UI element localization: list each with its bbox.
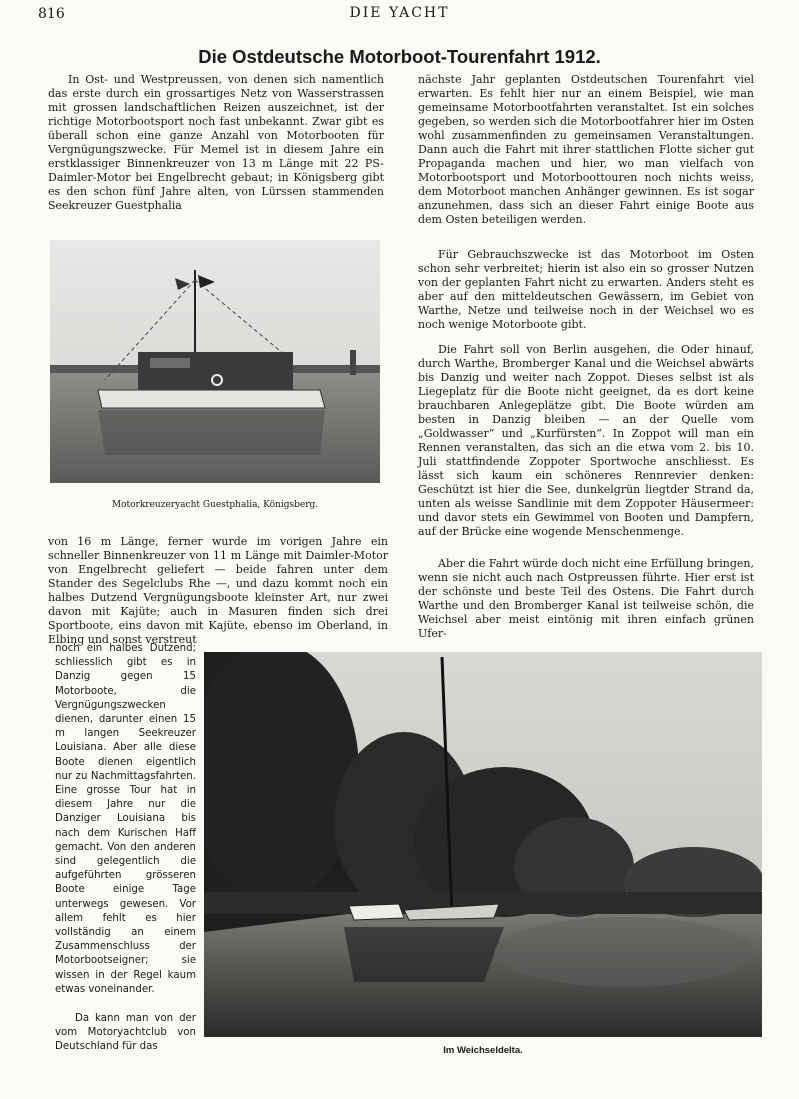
running-head: DIE YACHT — [349, 5, 450, 21]
right-column-p3: Die Fahrt soll von Berlin ausgehen, die Oder hinauf, durch Warthe, Bromberger Kanal und die Weichsel abwärts bis Danzig und weiter nach Zoppot. Dieses selbst ist als Liegeplatz für die Boote nicht geeignet, da es dort keine brauchbaren Anlegeplätze gibt. Die Boote würden am besten in Danzig bleiben — an der Quelle vom „Goldwasser“ und „Kurfürsten“. In Zoppot will man ein Rennen veranstalten, das sich an die etwa vom 2. bis 10. Juli stattfindende Zoppoter Sportwoche anschliesst. Es lässt sich kaum ein schöneres Rennrevier denken: Geschützt ist hier die See, dunkelgrün liegtder Strand da, unten als weisse Sandlinie mit dem Zoppoter Häusermeer: und davor stets ein Gewimmel von Booten und Dampfern, auf der Brücke eine wogende Menschenmenge. — [418, 343, 754, 538]
article-title: Die Ostdeutsche Motorboot-Tourenfahrt 1912. — [198, 46, 601, 67]
left-column-intro: In Ost- und Westpreussen, von denen sich namentlich das erste durch ein grossartiges Netz von Wasserstrassen mit grossen landschaftlichen Reizen auszeichnet, ist der richtige Motorbootsport noch fast unbekannt. Zwar gibt es überall schon eine ganze Anzahl von Motorbooten für Vergnügungszwecke. Für Memel ist in diesem Jahre ein erstklassiger Binnenkreuzer von 13 m Länge mit 22 PS-Daimler-Motor bei Engelbrecht gebaut; in Königsberg gibt es den schon fünf Jahre alten, von Lürssen stammenden Seekreuzer Guestphalia — [48, 73, 384, 212]
narrow-column-text: noch ein halbes Dutzend; schliesslich gibt es in Danzig gegen 15 Motorboote, die Vergnügungszwecken dienen, darunter einen 15 m langen Seekreuzer Louisiana. Aber alle diese Boote dienen eigentlich nur zu Nachmittagsfahrten. Eine grosse Tour hat in diesem Jahre nur die Danziger Louisiana bis nach dem Kurischen Haff gemacht. Von den anderen sind gelegentlich die aufgeführten grösseren Boote einige Tage unterwegs gewesen. Vor allem fehlt es hier vollständig an einem Zusammenschluss der Motorbootseigner; sie wissen in der Regel kaum etwas voneinander. — [55, 643, 196, 995]
right-column-p1: nächste Jahr geplanten Ostdeutschen Tourenfahrt viel erwarten. Es fehlt hier nur an einem Beispiel, wie man gemeinsame Motorbootfahrten veranstaltet. Ist ein solches gegeben, so werden sich die Motorbootfahrer hier im Osten wohl zusammenfinden zu gemeinsamen Veranstaltungen. Dann auch die Fahrt mit ihrer stattlichen Flotte sicher gut Propaganda machen und hier, wo man vielfach von Motorbootsport und Motorboottouren noch nichts weiss, dem Motorboot manchen Anhänger gewinnen. Es ist sogar anzunehmen, dass sich an dieser Fahrt einige Boote aus dem Osten beteiligen werden. — [418, 73, 754, 226]
photo-weichseldelta — [204, 652, 762, 1037]
page-number: 816 — [38, 6, 65, 22]
photo-motor-yacht — [50, 240, 380, 483]
left-column-continuation: von 16 m Länge, ferner wurde im vorigen Jahre ein schneller Binnenkreuzer von 11 m Länge mit Daimler-Motor von Engelbrecht geliefert — beide fahren unter dem Stander des Segelclubs Rhe —, und dazu kommt noch ein halbes Dutzend Vergnügungsboote kleinster Art, nur zwei davon mit Kajüte; auch in Masuren finden sich drei Sportboote, eins davon mit Kajüte, ebenso im Oberland, in Elbing und sonst verstreut — [48, 535, 388, 646]
photo-caption-weichseldelta: Im Weichseldelta. — [443, 1045, 523, 1056]
photo-caption-guestphalia: Motorkreuzeryacht Guestphalia, Königsberg. — [111, 500, 319, 510]
right-column-p2: Für Gebrauchszwecke ist das Motorboot im Osten schon sehr verbreitet; hierin ist also ein so grosser Nutzen von der geplanten Fahrt nicht zu erwarten. Anders steht es aber auf den mitteldeutschen Gewässern, im Gebiet von Warthe, Netze und teilweise noch in der Weichsel wo es noch wenige Motorboote gibt. — [418, 248, 754, 331]
right-column-p4: Aber die Fahrt würde doch nicht eine Erfüllung bringen, wenn sie nicht auch nach Ostpreussen führte. Hier erst ist der schönste und beste Teil des Ostens. Die Fahrt durch Warthe und den Bromberger Kanal ist teilweise schön, die Weichsel aber meist eintönig mit ihren einfach grünen Ufer- — [418, 557, 754, 640]
narrow-column-text-2: Da kann man von der vom Motoryachtclub von Deutschland für das — [55, 1013, 196, 1053]
